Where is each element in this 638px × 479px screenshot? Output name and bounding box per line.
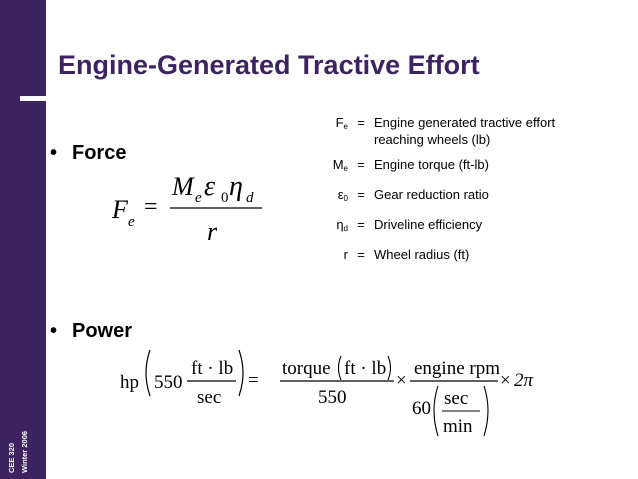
def-symbol: r [343, 247, 348, 262]
def-symbol: F [335, 115, 344, 130]
def-text: Engine generated tractive effort [374, 115, 556, 130]
units-ft-lb: ft · lb [191, 358, 234, 379]
bullet-force-label: Force [72, 142, 127, 164]
variable-definitions [300, 114, 604, 267]
def-symbol-sub: e [343, 164, 348, 173]
left-paren [339, 356, 342, 380]
bullet-power-label: Power [72, 320, 133, 342]
def-symbol: η [336, 217, 344, 232]
numerator-M: M [172, 172, 194, 201]
def-symbol-sub: e [343, 122, 348, 131]
numerator-M-sub: e [195, 190, 202, 206]
denominator-r: r [207, 217, 218, 246]
course-code: CEE 320 [7, 442, 16, 473]
definition-row [300, 156, 604, 177]
def-symbol-sub: d [343, 224, 348, 233]
right-paren [388, 356, 391, 380]
def-equals: = [357, 115, 365, 130]
def-symbol-sub: 0 [343, 194, 348, 203]
def-equals: = [357, 217, 365, 232]
numerator-epsilon-sub: 0 [221, 190, 229, 206]
left-paren [434, 386, 438, 436]
def-equals: = [357, 157, 365, 172]
bullet-force [50, 142, 126, 165]
formula-lhs: F [112, 195, 128, 224]
definition-row [300, 186, 604, 207]
def-text: Engine torque (ft-lb) [374, 157, 489, 172]
def-text: Driveline efficiency [374, 217, 483, 232]
bullet-power [50, 320, 132, 343]
formula-equals: = [144, 194, 158, 220]
engine-rpm-term: engine rpm [414, 358, 501, 379]
constant-550: 550 [154, 372, 183, 393]
def-text: Gear reduction ratio [374, 187, 489, 202]
power-equals: = [248, 370, 259, 391]
units-sec-2: sec [444, 388, 469, 409]
hp-term: hp [120, 372, 139, 393]
right-paren [239, 350, 243, 396]
formula-lhs-sub: e [128, 214, 135, 230]
times-sign-2: × [500, 370, 511, 391]
bullet-dot: • [50, 320, 58, 342]
definition-row [300, 114, 604, 148]
sidebar-band [0, 0, 46, 479]
left-paren [146, 350, 150, 396]
numerator-eta: η [229, 171, 243, 202]
def-symbol: ε [337, 187, 344, 202]
def-text: Wheel radius (ft) [374, 247, 470, 262]
torque-units: ft · lb [344, 358, 387, 379]
def-equals: = [357, 247, 365, 262]
units-sec: sec [197, 387, 222, 408]
units-min: min [443, 416, 473, 437]
def-equals: = [357, 187, 365, 202]
two-pi: 2π [514, 370, 534, 391]
numerator-eta-sub: d [246, 190, 254, 206]
course-term: Winter 2006 [20, 430, 29, 473]
torque-term: torque [282, 358, 331, 379]
def-symbol: M [332, 157, 344, 172]
numerator-epsilon: ε [204, 171, 216, 202]
definition-row [300, 216, 604, 237]
times-sign: × [396, 370, 407, 391]
constant-550-denominator: 550 [318, 387, 347, 408]
course-label [2, 405, 42, 475]
title-accent-bar [20, 96, 46, 101]
def-text-cont: reaching wheels (lb) [374, 132, 491, 147]
bullet-dot: • [50, 142, 58, 164]
slide-title: Engine-Generated Tractive Effort [58, 50, 480, 80]
definition-row [300, 246, 604, 267]
constant-60: 60 [412, 398, 431, 419]
right-paren [484, 386, 488, 436]
